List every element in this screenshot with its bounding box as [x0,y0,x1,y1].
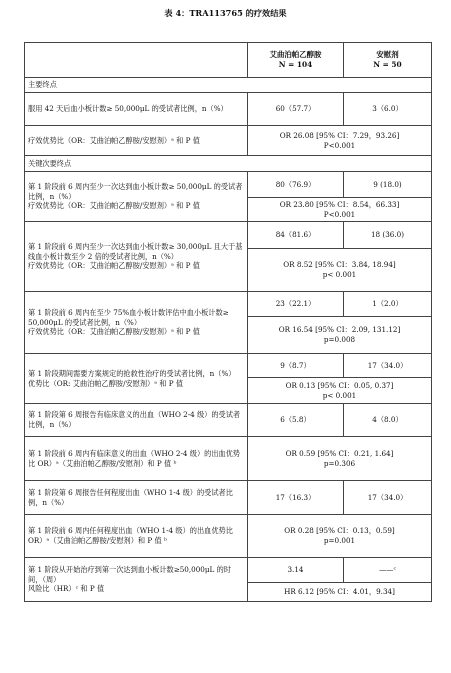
row-label: 第 1 阶段前 6 周内至少一次达到血小板计数≥ 30,000μL 且大于基线血小板计数至少 2 倍的受试者比例，n（%） 疗效优势比（OR：艾曲泊帕乙醇胺/安慰剂）ᵃ 和 P 值 [25,222,248,292]
odds-ratio-cell: OR 26.08 [95% CI：7.29，93.26] P<0.001 [248,126,432,156]
table-row [25,515,432,558]
table-row [25,292,432,317]
table-row [25,172,432,198]
table-row [25,558,432,583]
placebo-value: 3（6.0） [344,93,432,126]
table-caption: 表 4：TRA113765 的疗效结果 [164,8,287,18]
hazard-ratio-cell: HR 6.12 [95% CI：4.01，9.34] [248,583,432,602]
row-label: 第 1 阶段第 6 周报告有临床意义的出血（WHO 2-4 级）的受试者比例，n（%） [25,404,248,437]
odds-ratio-cell: OR 8.52 [95% CI：3.84, 18.94] p< 0.001 [248,249,432,292]
table-row [25,437,432,481]
header-drug-column: 艾曲泊帕乙醇胺 N = 104 [248,43,344,78]
odds-ratio-cell: OR 23.80 [95% CI：8.54，66.33] P<0.001 [248,198,432,222]
drug-value: 17（16.3） [248,481,344,515]
row-label: 第 1 阶段期间需要方案规定的抢救性治疗的受试者比例，n（%） 优势比（OR: 艾曲泊帕乙醇胺/安慰剂）ᵃ 和 P 值 [25,354,248,404]
placebo-value: ——ᶜ [344,558,432,583]
row-label: 第 1 阶段前 6 周内至少一次达到血小板计数≥ 50,000μL 的受试者比例，n（%） 疗效优势比（OR：艾曲泊帕乙醇胺/安慰剂）ᵃ 和 P 值 [25,172,248,222]
section-row-primary [25,78,432,93]
placebo-value: 18 (36.0) [344,222,432,249]
placebo-value: 17（34.0） [344,354,432,378]
header-blank-cell [25,43,248,78]
section-title-key-secondary: 关键次要终点 [25,156,432,172]
table-header-row [25,43,432,78]
drug-value: 80（76.9） [248,172,344,198]
placebo-value: 4（8.0） [344,404,432,437]
row-label: 服用 42 天后血小板计数≥ 50,000μL 的受试者比例，n（%） [25,93,248,126]
row-label: 第 1 阶段从开始治疗到第一次达到血小板计数≥50,000μL 的时间，（周） 风险比（HR）ᶜ 和 P 值 [25,558,248,602]
drug-value: 84（81.6） [248,222,344,249]
drug-value: 60（57.7） [248,93,344,126]
odds-ratio-cell: OR 0.59 [95% CI：0.21, 1.64] p=0.306 [248,437,432,481]
drug-value: 23（22.1） [248,292,344,317]
drug-value: 3.14 [248,558,344,583]
row-label: 第 1 阶段前 6 周内在至少 75%血小板计数评估中血小板计数≥ 50,000μL 的受试者比例，n（%） 疗效优势比（OR：艾曲泊帕乙醇胺/安慰剂）ᵃ 和 P 值 [25,292,248,354]
row-label: 第 1 阶段第 6 周报告任何程度出血（WHO 1-4 级）的受试者比例，n（%） [25,481,248,515]
odds-ratio-cell: OR 0.13 [95% CI：0.05, 0.37] p< 0.001 [248,378,432,404]
placebo-value: 1（2.0） [344,292,432,317]
row-label: 第 1 阶段前 6 周内有临床意义的出血（WHO 2-4 级）的出血优势比 OR）ᵃ（艾曲泊帕乙醇胺/安慰剂）和 P 值 ᵇ [25,437,248,481]
placebo-value: 9 (18.0) [344,172,432,198]
table-row [25,93,432,126]
row-label: 第 1 阶段前 6 周内任何程度出血（WHO 1-4 级）的出血优势比 OR）ᵃ（艾曲泊帕乙醇胺/安慰剂）和 P 值 ᵇ [25,515,248,558]
odds-ratio-cell: OR 0.28 [95% CI：0.13，0.59] p=0.001 [248,515,432,558]
table-row [25,481,432,515]
section-title-primary: 主要终点 [25,78,432,93]
efficacy-results-table [24,42,432,602]
table-row [25,222,432,249]
row-label: 疗效优势比（OR：艾曲泊帕乙醇胺/安慰剂）ᵃ 和 P 值 [25,126,248,156]
table-row [25,126,432,156]
placebo-value: 17（34.0） [344,481,432,515]
table-row [25,404,432,437]
drug-value: 9（8.7） [248,354,344,378]
drug-value: 6（5.8） [248,404,344,437]
section-row-key-secondary [25,156,432,172]
odds-ratio-cell: OR 16.54 [95% CI：2.09, 131.12] p=0.008 [248,317,432,354]
header-placebo-column: 安慰剂 N = 50 [344,43,432,78]
table-row [25,354,432,378]
